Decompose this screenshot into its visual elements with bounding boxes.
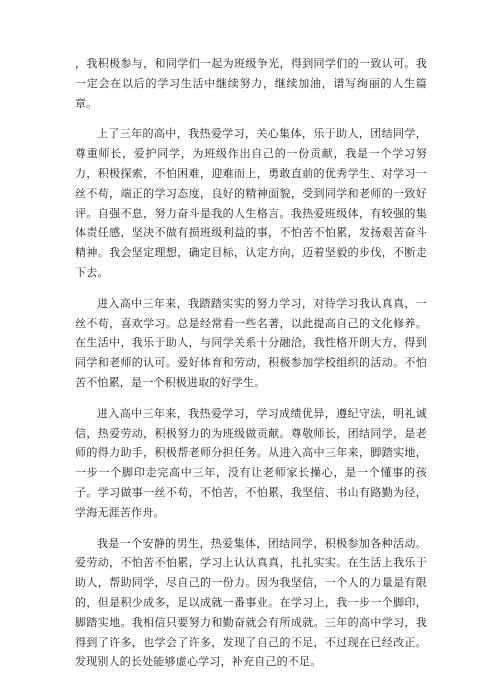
paragraph-3: 进入高中三年来，我踏踏实实的努力学习，对待学习我认真真，一丝不苟，喜欢学习。总是经常看一些名著，以此提高自己的文化修养。在生活中，我乐于助人，与同学关系十分融洽，我性格开朗大方，得到同学和老师的认可。爱好体育和劳动，积极参加学校组织的活动。不怕苦不怕累，是一个积极进取的好学生。 [75, 296, 427, 389]
paragraph-1: ，我积极参与，和同学们一起为班级争光，得到同学们的一致认可。我一定会在以后的学习生活中继续努力，继续加油，谱写绚丽的人生篇章。 [75, 57, 427, 110]
paragraph-2: 上了三年的高中，我热爱学习，关心集体，乐于助人，团结同学，尊重师长，爱护同学，为班级作出自己的一份贡献，我是一个学习努力，积极探索，不怕困难，迎难而上，勇敢直前的优秀学生、对学习一丝不苟，端正的学习态度，良好的精神面貌，受到同学和老师的一致好评。自强不息，努力奋斗是我的人生格言。我热爱班级体，有较强的集体责任感，坚决不做有损班级利益的事，不怕苦不怕累，发扬艰苦奋斗精神。我会坚定理想，确定目标，认定方向，迈着坚毅的步伐，不断走下去。 [75, 127, 427, 279]
document-body [75, 54, 427, 683]
paragraph-5: 我是一个安静的男生，热爱集体，团结同学，积极参加各种活动。爱劳动，不怕苦不怕累，学习上认认真真，扎扎实实。在生活上我乐于助人，帮助同学，尽自己的一份力。因为我坚信，一个人的力量是有限的，但是积少成多，足以成就一番事业。在学习上，我一步一个脚印，脚踏实地。我相信只要努力和勤奋就会有所成就。三年的高中学习，我得到了许多，也学会了许多，发现了自己的不足，不过现在已经改正。发现别人的长处能够虚心学习，补充自己的不足。 [75, 536, 427, 669]
paragraph-4: 进入高中三年来，我热爱学习，学习成绩优异，遵纪守法，明礼诚信，热爱劳动，积极努力的为班级做贡献。尊敬师长，团结同学，是老师的得力助手，积极帮老师分担任务。从进入高中三年来，脚踏实地，一步一个脚印走完高中三年，没有让老师家长操心，是一个懂事的孩子。学习做事一丝不苟，不怕苦，不怕累，我坚信、书山有路勤为径，学海无涯苦作舟。 [75, 406, 427, 519]
